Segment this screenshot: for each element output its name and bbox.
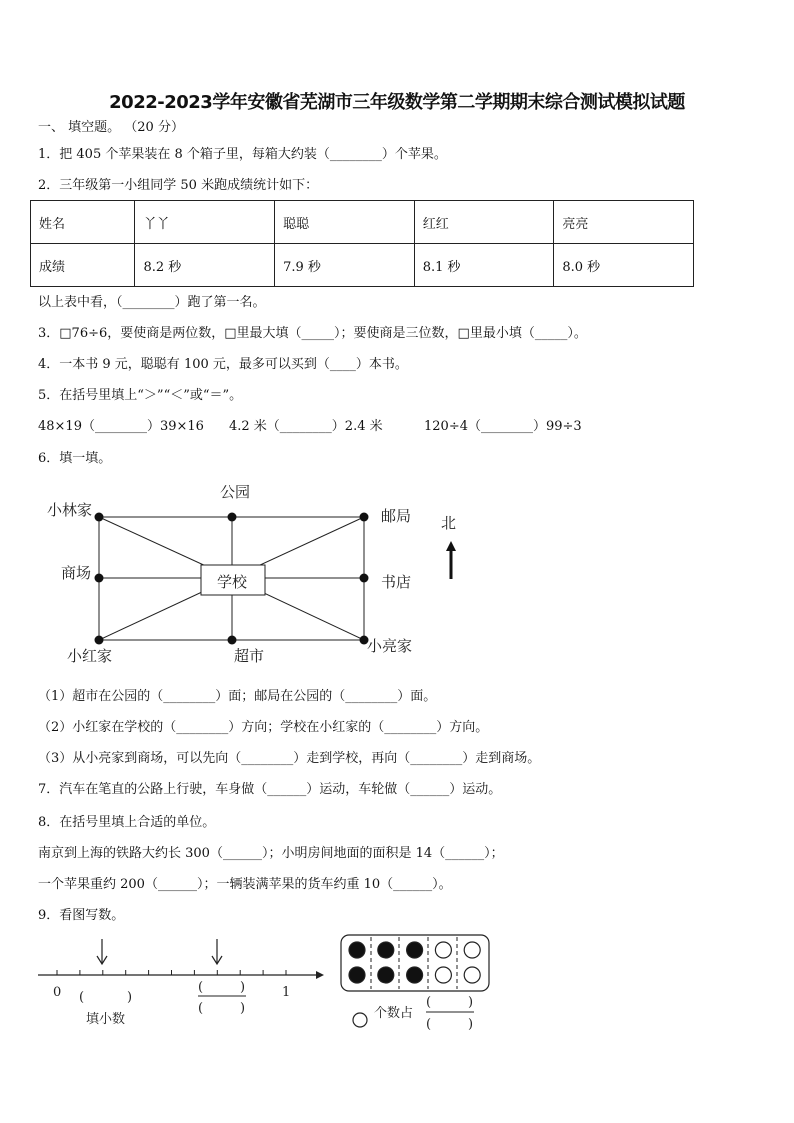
- table-cell: 亮亮: [554, 201, 694, 244]
- question-6-sub3: （3）从小亮家到商场，可以先向（________）走到学校，再向（________）走到商场。: [38, 751, 541, 766]
- label-xiaoliang: 小亮家: [367, 637, 413, 655]
- section-heading: 一、 填空题。 （20 分）: [38, 120, 184, 135]
- label-school: 学校: [217, 573, 248, 591]
- label-xiaolin: 小林家: [47, 501, 93, 519]
- question-1: 1．把 405 个苹果装在 8 个箱子里，每箱大约装（________）个苹果。: [38, 147, 447, 162]
- table-cell: 姓名: [31, 201, 135, 244]
- filled-dot: [378, 967, 394, 983]
- empty-dot: [464, 942, 480, 958]
- tick-label-1: 1: [282, 985, 291, 1000]
- grid-caption: 个数占: [374, 1006, 414, 1021]
- table-cell: 8.2 秒: [135, 244, 275, 287]
- label-post: 邮局: [381, 507, 412, 525]
- filled-dot: [349, 942, 365, 958]
- paren-open: (: [79, 990, 85, 1005]
- filled-dot: [407, 942, 423, 958]
- paren-close: ): [468, 995, 474, 1010]
- number-line-caption: 填小数: [86, 1012, 126, 1027]
- question-2-followup: 以上表中看，（________）跑了第一名。: [38, 295, 266, 310]
- question-5: 5．在括号里填上“＞”“＜”或“＝”。: [38, 388, 243, 403]
- page-title: 2022-2023学年安徽省芜湖市三年级数学第二学期期末综合测试模拟试题: [109, 92, 685, 113]
- question-6-sub2: （2）小红家在学校的（________）方向；学校在小红家的（________）方向。: [38, 720, 489, 735]
- table-cell: 红红: [414, 201, 554, 244]
- question-7: 7．汽车在笔直的公路上行驶，车身做（______）运动，车轮做（______）运动。: [38, 782, 502, 797]
- question-8: 8．在括号里填上合适的单位。: [38, 815, 216, 830]
- paren-open: (: [198, 980, 204, 995]
- table-cell: 成绩: [31, 244, 135, 287]
- table-cell: 聪聪: [275, 201, 415, 244]
- question-5-item: 4.2 米（________）2.4 米: [229, 419, 383, 434]
- paren-open: (: [426, 995, 432, 1010]
- tick-label-0: 0: [53, 985, 62, 1000]
- paren-open: (: [198, 1001, 204, 1016]
- question-6-sub1: （1）超市在公园的（________）面；邮局在公园的（________）面。: [38, 689, 437, 704]
- empty-dot: [464, 967, 480, 983]
- table-cell: 8.1 秒: [414, 244, 554, 287]
- empty-dot: [435, 942, 451, 958]
- paren-close: ): [240, 1001, 246, 1016]
- empty-dot: [435, 967, 451, 983]
- question-5-item: 48×19（________）39×16: [38, 419, 204, 434]
- label-market: 超市: [234, 647, 265, 665]
- table-cell: 丫丫: [135, 201, 275, 244]
- table-cell: 8.0 秒: [554, 244, 694, 287]
- question-6: 6．填一填。: [38, 451, 112, 466]
- label-park: 公园: [220, 483, 251, 501]
- table-cell: 7.9 秒: [275, 244, 415, 287]
- label-mall: 商场: [61, 564, 92, 582]
- paren-open: (: [426, 1017, 432, 1032]
- question-8-line2: 一个苹果重约 200（______）；一辆装满苹果的货车约重 10（______）。: [38, 877, 452, 892]
- question-8-line1: 南京到上海的铁路大约长 300（______）；小明房间地面的面积是 14（______）；: [38, 846, 504, 861]
- question-3: 3．□76÷6，要使商是两位数，□里最大填（_____）；要使商是三位数，□里最小填（_____）。: [38, 326, 587, 341]
- answer-circle: [353, 1013, 367, 1027]
- filled-dot: [407, 967, 423, 983]
- paren-close: ): [240, 980, 246, 995]
- question-9: 9．看图写数。: [38, 908, 125, 923]
- question-5-item: 120÷4（________）99÷3: [424, 419, 582, 434]
- question-2: 2．三年级第一小组同学 50 米跑成绩统计如下：: [38, 178, 319, 193]
- paren-close: ): [468, 1017, 474, 1032]
- question-4: 4．一本书 9 元，聪聪有 100 元，最多可以买到（____）本书。: [38, 357, 408, 372]
- label-north: 北: [441, 514, 457, 532]
- filled-dot: [378, 942, 394, 958]
- paren-close: ): [127, 990, 133, 1005]
- filled-dot: [349, 967, 365, 983]
- label-xiaohong: 小红家: [67, 647, 113, 665]
- label-bookstore: 书店: [381, 573, 412, 591]
